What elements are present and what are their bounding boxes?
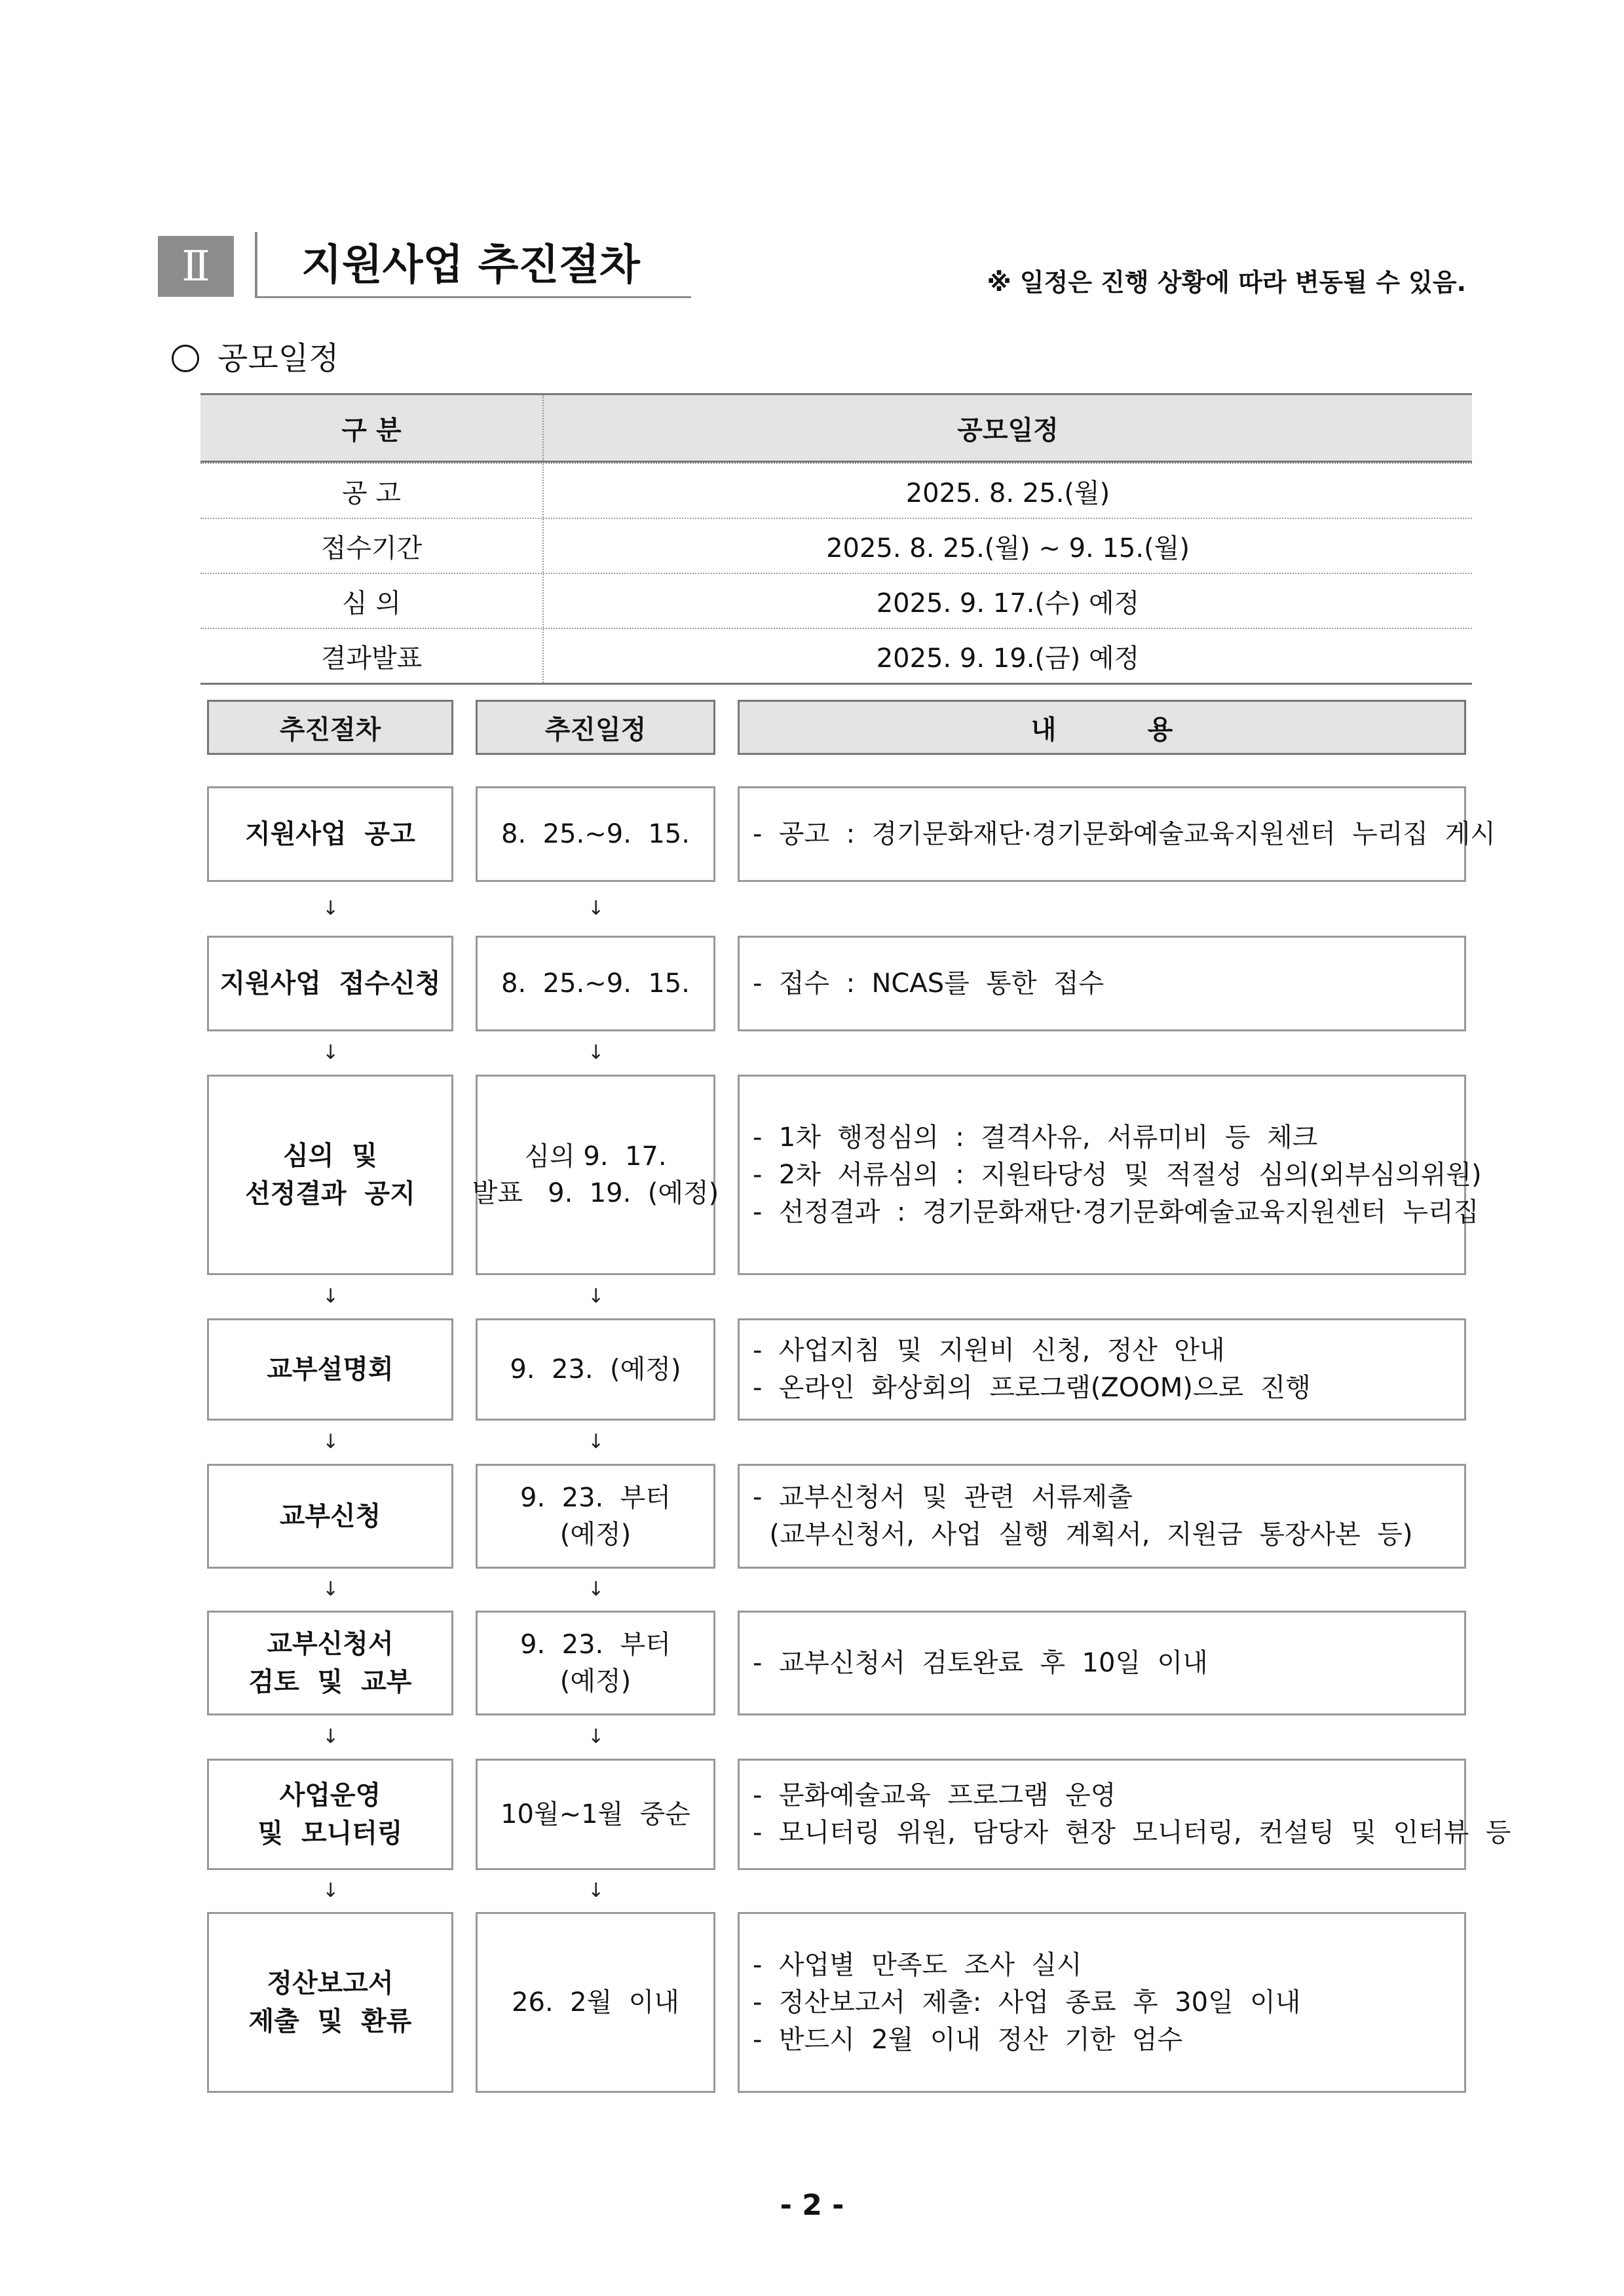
process-step-name xyxy=(207,936,453,1031)
process-step-name-line: 교부신청서 xyxy=(267,1629,394,1659)
process-step-content xyxy=(738,1912,1466,2093)
table-row xyxy=(200,573,1472,628)
process-step-date-lines xyxy=(501,816,690,852)
process-step-content-line: - 선정결과 : 경기문화재단·경기문화예술교육지원센터 누리집 xyxy=(753,1196,1479,1227)
process-step-content xyxy=(738,936,1466,1031)
process-step-date xyxy=(476,1611,715,1715)
process-step-date-lines xyxy=(472,1138,719,1212)
process-step-date-line: (예정) xyxy=(559,1520,632,1550)
schedule-table xyxy=(200,393,1472,685)
process-step-content-lines xyxy=(753,1332,1311,1407)
process-step-content-lines xyxy=(753,1479,1412,1554)
process-step-content-lines xyxy=(753,965,1104,1003)
process-step-name-lines xyxy=(249,1625,412,1701)
process-step-name-line: 사업운영 xyxy=(279,1780,381,1810)
process-step-date xyxy=(476,1318,715,1421)
row-value: 2025. 8. 25.(월) xyxy=(905,478,1110,508)
arrow-down-icon: ↓ xyxy=(588,1041,605,1064)
process-header-content: 내 용 xyxy=(738,700,1466,755)
page-number: - 2 - xyxy=(780,2189,844,2222)
arrow-down-icon: ↓ xyxy=(322,897,339,920)
process-step-content-line: - 반드시 2월 이내 정산 기한 엄수 xyxy=(753,2024,1183,2055)
process-step-content-lines xyxy=(753,1777,1511,1852)
process-header-step: 추진절차 xyxy=(207,700,453,755)
process-step-date-line: (예정) xyxy=(559,1666,632,1696)
process-step-content-lines xyxy=(753,1645,1208,1682)
process-step-date-lines xyxy=(520,1626,671,1700)
process-step-content xyxy=(738,1611,1466,1715)
row-label: 접수기간 xyxy=(200,519,544,573)
row-value: 2025. 9. 19.(금) 예정 xyxy=(876,643,1140,674)
process-step-content-line: - 1차 행정심의 : 결격사유, 서류미비 등 체크 xyxy=(753,1122,1318,1153)
process-step-content-line: - 온라인 화상회의 프로그램(ZOOM)으로 진행 xyxy=(753,1373,1311,1403)
process-step-content-line: - 2차 서류심의 : 지원타당성 및 적절성 심의(외부심의위원) xyxy=(753,1159,1482,1190)
process-step-name-line: 지원사업 접수신청 xyxy=(219,968,441,999)
process-step-content-line: - 공고 : 경기문화재단·경기문화예술교육지원센터 누리집 게시 xyxy=(753,818,1496,849)
process-step-content-lines xyxy=(753,1947,1300,2059)
process-step-content-line: - 사업지침 및 지원비 신청, 정산 안내 xyxy=(753,1335,1225,1366)
arrow-down-icon: ↓ xyxy=(588,1725,605,1748)
process-step-name-lines xyxy=(245,1137,415,1213)
process-step-date-line: 발표 9. 19. (예정) xyxy=(472,1178,719,1208)
table-row xyxy=(200,463,1472,518)
process-step-name-lines xyxy=(280,1497,381,1535)
row-value: 2025. 9. 17.(수) 예정 xyxy=(876,588,1140,619)
process-step-name xyxy=(207,786,453,882)
table-row xyxy=(200,518,1472,573)
process-step-name-line: 교부신청 xyxy=(279,1501,381,1531)
circle-bullet-icon xyxy=(172,345,199,372)
process-step-date-line: 26. 2월 이내 xyxy=(512,1987,679,2018)
process-step-date xyxy=(476,1759,715,1870)
process-step-date-line: 9. 23. 부터 xyxy=(520,1630,671,1660)
row-label: 심 의 xyxy=(200,574,544,628)
process-step-name-line: 검토 및 교부 xyxy=(248,1667,412,1697)
process-header-date: 추진일정 xyxy=(476,700,715,755)
process-step-date xyxy=(476,1464,715,1569)
header-schedule: 공모일정 xyxy=(957,415,1059,446)
section-title: 지원사업 추진절차 xyxy=(301,241,640,290)
process-step-date-lines xyxy=(520,1480,671,1553)
process-step-date-lines xyxy=(500,1796,690,1833)
subsection-heading xyxy=(172,335,339,381)
schedule-change-note: ※ 일정은 진행 상황에 따라 변동될 수 있음. xyxy=(987,268,1466,297)
arrow-down-icon: ↓ xyxy=(588,1578,605,1601)
process-step-name-lines xyxy=(245,815,415,853)
arrow-down-icon: ↓ xyxy=(322,1041,339,1064)
process-step-name-lines xyxy=(257,1776,402,1852)
section-number-badge: Ⅱ xyxy=(158,236,234,297)
section-title-divider xyxy=(255,232,257,297)
process-step-date-line: 9. 23. (예정) xyxy=(510,1354,681,1385)
row-value: 2025. 8. 25.(월) ~ 9. 15.(월) xyxy=(826,533,1190,564)
process-step-date xyxy=(476,1912,715,2093)
process-step-name-line: 제출 및 환류 xyxy=(248,2006,412,2037)
process-step-content-lines xyxy=(753,816,1496,853)
process-step-date xyxy=(472,1075,719,1275)
process-step-content-line: - 모니터링 위원, 담당자 현장 모니터링, 컨설팅 및 인터뷰 등 xyxy=(753,1818,1511,1848)
process-step-date-lines xyxy=(510,1351,681,1388)
arrow-down-icon: ↓ xyxy=(588,897,605,920)
section-title-underline xyxy=(255,296,691,298)
process-step-date xyxy=(476,786,715,882)
process-step-name xyxy=(207,1759,453,1870)
subsection-title: 공모일정 xyxy=(217,340,339,377)
process-step-content-line: - 교부신청서 및 관련 서류제출 xyxy=(753,1482,1133,1512)
process-step-name xyxy=(207,1611,453,1715)
process-step-content xyxy=(738,1464,1466,1569)
header-category: 구 분 xyxy=(200,395,544,461)
process-step-date-line: 8. 25.~9. 15. xyxy=(501,968,690,999)
process-step-name-line: 지원사업 공고 xyxy=(245,819,415,849)
process-step-name-lines xyxy=(267,1350,393,1388)
arrow-down-icon: ↓ xyxy=(322,1879,339,1902)
process-step-content-line: - 사업별 만족도 조사 실시 xyxy=(753,1949,1082,1980)
arrow-down-icon: ↓ xyxy=(322,1285,339,1308)
process-step-name-line: 선정결과 공지 xyxy=(245,1179,415,1209)
process-step-name-line: 교부설명회 xyxy=(267,1354,394,1385)
arrow-down-icon: ↓ xyxy=(588,1879,605,1902)
process-step-date-lines xyxy=(501,965,690,1002)
process-step-date-lines xyxy=(512,1984,679,2021)
arrow-down-icon: ↓ xyxy=(322,1430,339,1453)
process-step-content xyxy=(738,1759,1511,1870)
arrow-down-icon: ↓ xyxy=(588,1430,605,1453)
process-step-content-line: (교부신청서, 사업 실행 계획서, 지원금 통장사본 등) xyxy=(753,1520,1413,1550)
process-step-date-line: 10월~1월 중순 xyxy=(500,1799,690,1829)
row-label: 공 고 xyxy=(200,464,544,518)
process-step-content xyxy=(738,1318,1466,1421)
process-step-name-line: 및 모니터링 xyxy=(257,1818,403,1848)
process-step-content xyxy=(738,786,1496,882)
process-step-name xyxy=(207,1075,453,1275)
process-step-name-line: 심의 및 xyxy=(283,1141,377,1171)
process-step-content-line: - 접수 : NCAS를 통한 접수 xyxy=(753,968,1105,999)
arrow-down-icon: ↓ xyxy=(322,1725,339,1748)
process-step-content xyxy=(738,1075,1482,1275)
process-step-name xyxy=(207,1912,453,2093)
process-step-date-line: 8. 25.~9. 15. xyxy=(501,819,690,849)
process-step-content-line: - 교부신청서 검토완료 후 10일 이내 xyxy=(753,1647,1208,1678)
arrow-down-icon: ↓ xyxy=(588,1285,605,1308)
arrow-down-icon: ↓ xyxy=(322,1578,339,1601)
schedule-table-header xyxy=(200,395,1472,463)
table-row xyxy=(200,628,1472,685)
process-step-name-lines xyxy=(249,1964,412,2040)
process-step-content-line: - 정산보고서 제출: 사업 종료 후 30일 이내 xyxy=(753,1987,1301,2018)
process-step-date xyxy=(476,936,715,1031)
process-step-name-line: 정산보고서 xyxy=(267,1968,394,1999)
process-step-name xyxy=(207,1318,453,1421)
process-step-date-line: 9. 23. 부터 xyxy=(520,1483,671,1513)
process-step-content-lines xyxy=(753,1119,1482,1231)
process-step-content-line: - 문화예술교육 프로그램 운영 xyxy=(753,1780,1116,1810)
process-step-name-lines xyxy=(220,965,441,1003)
process-step-date-line: 심의 9. 17. xyxy=(524,1141,667,1172)
process-step-name xyxy=(207,1464,453,1569)
row-label: 결과발표 xyxy=(200,629,544,683)
